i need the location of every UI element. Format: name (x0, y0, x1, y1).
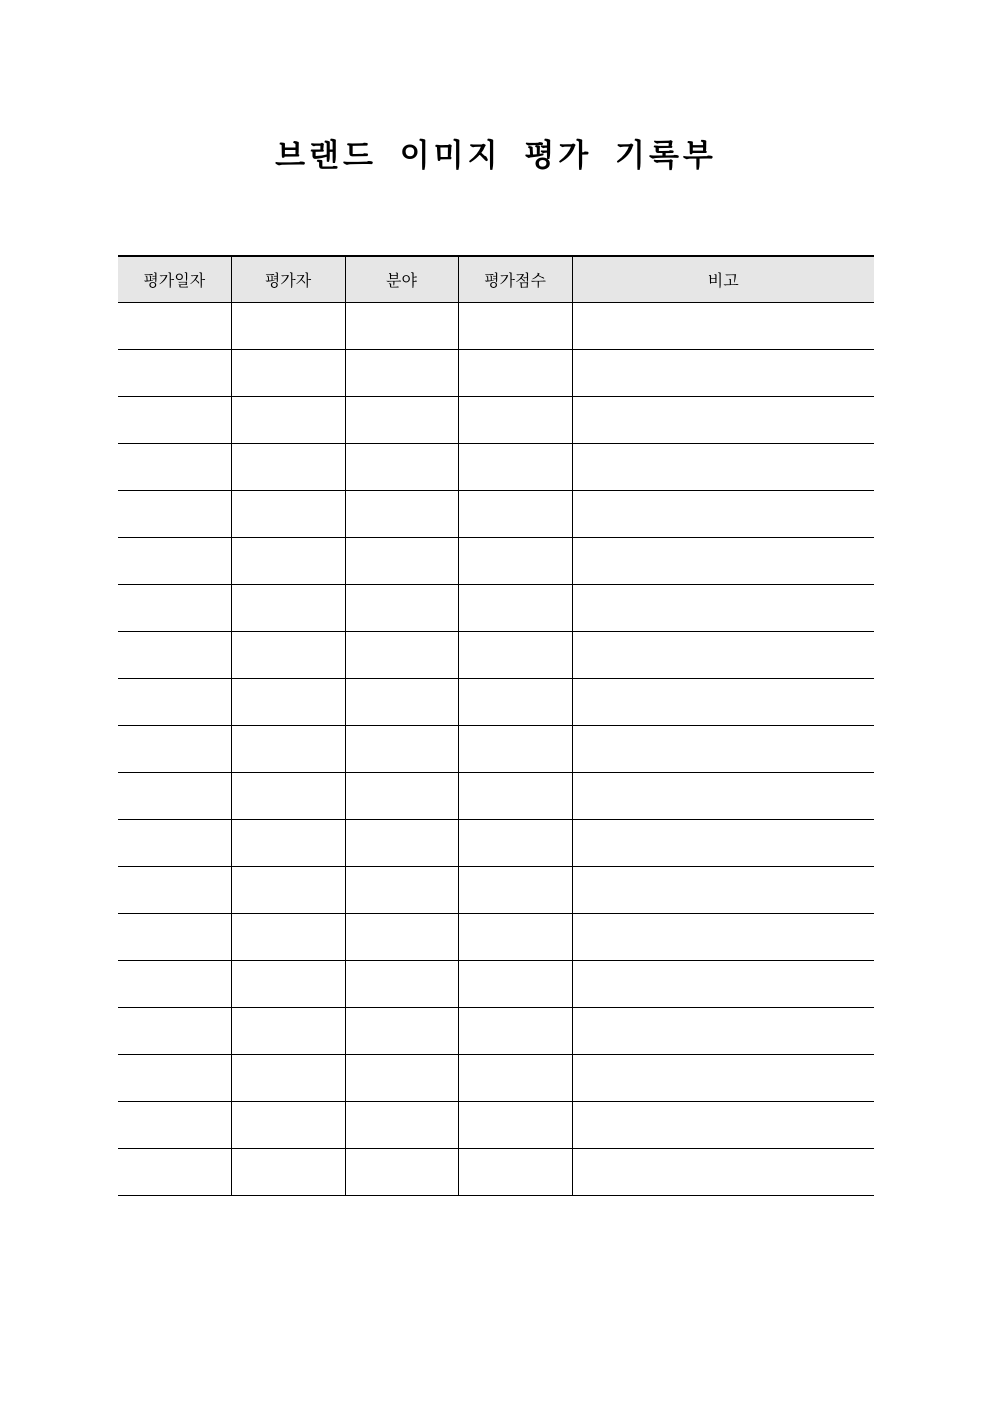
table-row (118, 867, 874, 914)
table-row (118, 1149, 874, 1196)
cell-evaluator[interactable] (231, 1008, 345, 1055)
cell-remarks[interactable] (572, 914, 874, 961)
cell-evaluation-date[interactable] (118, 961, 231, 1008)
table-row (118, 679, 874, 726)
cell-field[interactable] (345, 1149, 458, 1196)
cell-score[interactable] (458, 961, 572, 1008)
cell-remarks[interactable] (572, 961, 874, 1008)
cell-evaluator[interactable] (231, 1102, 345, 1149)
cell-evaluator[interactable] (231, 726, 345, 773)
cell-evaluation-date[interactable] (118, 820, 231, 867)
cell-field[interactable] (345, 914, 458, 961)
header-field: 분야 (345, 256, 458, 303)
cell-evaluator[interactable] (231, 1055, 345, 1102)
cell-evaluator[interactable] (231, 820, 345, 867)
cell-field[interactable] (345, 538, 458, 585)
cell-score[interactable] (458, 350, 572, 397)
cell-score[interactable] (458, 397, 572, 444)
cell-field[interactable] (345, 820, 458, 867)
cell-score[interactable] (458, 914, 572, 961)
cell-score[interactable] (458, 1102, 572, 1149)
cell-remarks[interactable] (572, 1102, 874, 1149)
cell-evaluation-date[interactable] (118, 679, 231, 726)
cell-score[interactable] (458, 726, 572, 773)
table-row (118, 961, 874, 1008)
cell-remarks[interactable] (572, 397, 874, 444)
cell-score[interactable] (458, 1008, 572, 1055)
cell-score[interactable] (458, 538, 572, 585)
cell-score[interactable] (458, 1055, 572, 1102)
cell-evaluator[interactable] (231, 397, 345, 444)
cell-evaluator[interactable] (231, 303, 345, 350)
cell-score[interactable] (458, 679, 572, 726)
cell-score[interactable] (458, 1149, 572, 1196)
cell-remarks[interactable] (572, 773, 874, 820)
cell-remarks[interactable] (572, 350, 874, 397)
table-row (118, 397, 874, 444)
cell-evaluation-date[interactable] (118, 867, 231, 914)
cell-evaluation-date[interactable] (118, 585, 231, 632)
cell-field[interactable] (345, 961, 458, 1008)
cell-score[interactable] (458, 773, 572, 820)
cell-evaluation-date[interactable] (118, 538, 231, 585)
cell-evaluation-date[interactable] (118, 1102, 231, 1149)
cell-evaluation-date[interactable] (118, 773, 231, 820)
cell-field[interactable] (345, 1055, 458, 1102)
cell-evaluator[interactable] (231, 773, 345, 820)
cell-evaluator[interactable] (231, 1149, 345, 1196)
cell-remarks[interactable] (572, 632, 874, 679)
cell-remarks[interactable] (572, 585, 874, 632)
cell-score[interactable] (458, 585, 572, 632)
cell-score[interactable] (458, 632, 572, 679)
cell-evaluator[interactable] (231, 632, 345, 679)
table-row (118, 491, 874, 538)
cell-evaluation-date[interactable] (118, 632, 231, 679)
cell-remarks[interactable] (572, 679, 874, 726)
cell-evaluation-date[interactable] (118, 491, 231, 538)
cell-field[interactable] (345, 679, 458, 726)
table-row (118, 1055, 874, 1102)
cell-remarks[interactable] (572, 444, 874, 491)
cell-field[interactable] (345, 397, 458, 444)
table-row (118, 726, 874, 773)
cell-evaluator[interactable] (231, 679, 345, 726)
header-evaluator: 평가자 (231, 256, 345, 303)
cell-evaluation-date[interactable] (118, 350, 231, 397)
table-row (118, 632, 874, 679)
cell-evaluation-date[interactable] (118, 397, 231, 444)
cell-evaluator[interactable] (231, 538, 345, 585)
cell-field[interactable] (345, 726, 458, 773)
table-header-row (118, 256, 874, 303)
cell-evaluation-date[interactable] (118, 1008, 231, 1055)
cell-evaluation-date[interactable] (118, 303, 231, 350)
header-remarks: 비고 (572, 256, 874, 303)
cell-remarks[interactable] (572, 867, 874, 914)
evaluation-record-table (118, 255, 874, 1196)
cell-score[interactable] (458, 491, 572, 538)
cell-score[interactable] (458, 444, 572, 491)
table-row (118, 1102, 874, 1149)
cell-field[interactable] (345, 585, 458, 632)
table-row (118, 303, 874, 350)
cell-field[interactable] (345, 632, 458, 679)
cell-field[interactable] (345, 1102, 458, 1149)
cell-remarks[interactable] (572, 491, 874, 538)
cell-evaluator[interactable] (231, 914, 345, 961)
cell-field[interactable] (345, 444, 458, 491)
cell-field[interactable] (345, 1008, 458, 1055)
cell-field[interactable] (345, 303, 458, 350)
table-row (118, 914, 874, 961)
cell-remarks[interactable] (572, 1149, 874, 1196)
cell-score[interactable] (458, 303, 572, 350)
cell-field[interactable] (345, 350, 458, 397)
cell-evaluator[interactable] (231, 961, 345, 1008)
cell-evaluator[interactable] (231, 585, 345, 632)
table-row (118, 1008, 874, 1055)
cell-remarks[interactable] (572, 1008, 874, 1055)
document-title: 브랜드 이미지 평가 기록부 (275, 138, 717, 174)
cell-score[interactable] (458, 867, 572, 914)
cell-evaluation-date[interactable] (118, 444, 231, 491)
cell-remarks[interactable] (572, 538, 874, 585)
cell-remarks[interactable] (572, 1055, 874, 1102)
cell-evaluator[interactable] (231, 867, 345, 914)
header-evaluation-date: 평가일자 (118, 256, 231, 303)
cell-evaluation-date[interactable] (118, 1055, 231, 1102)
cell-evaluator[interactable] (231, 491, 345, 538)
cell-field[interactable] (345, 491, 458, 538)
cell-remarks[interactable] (572, 303, 874, 350)
table-row (118, 538, 874, 585)
table-body (118, 303, 874, 1196)
table-row (118, 444, 874, 491)
cell-remarks[interactable] (572, 820, 874, 867)
cell-score[interactable] (458, 820, 572, 867)
cell-evaluation-date[interactable] (118, 726, 231, 773)
table-row (118, 585, 874, 632)
cell-evaluator[interactable] (231, 444, 345, 491)
table-row (118, 350, 874, 397)
cell-field[interactable] (345, 773, 458, 820)
cell-evaluation-date[interactable] (118, 1149, 231, 1196)
cell-remarks[interactable] (572, 726, 874, 773)
cell-field[interactable] (345, 867, 458, 914)
table-row (118, 773, 874, 820)
header-score: 평가점수 (458, 256, 572, 303)
cell-evaluation-date[interactable] (118, 914, 231, 961)
table-row (118, 820, 874, 867)
cell-evaluator[interactable] (231, 350, 345, 397)
